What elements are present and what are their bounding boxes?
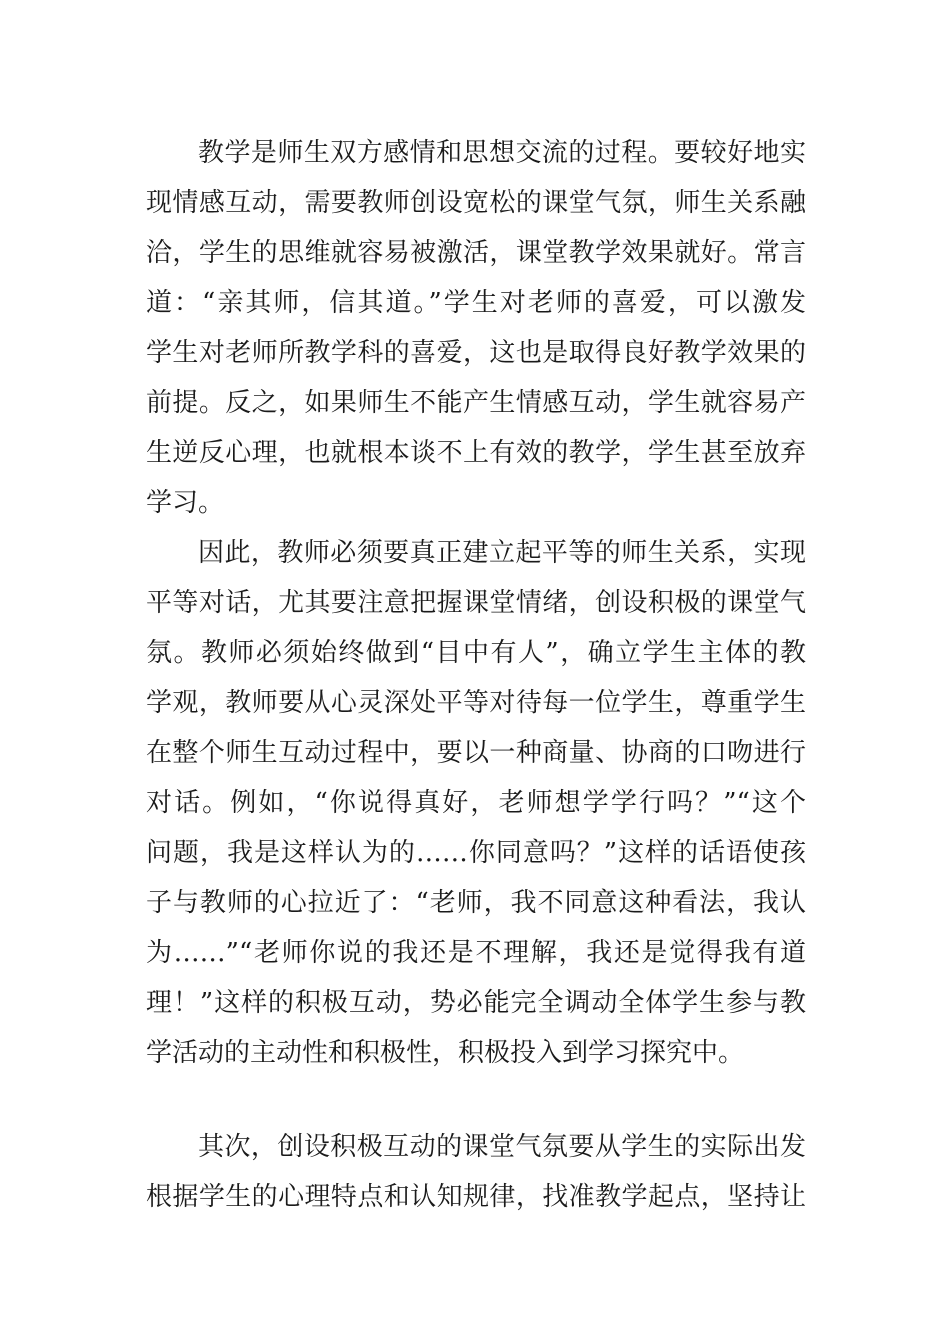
paragraph-1-line-6: 前提。反之，如果师生不能产生情感互动，学生就容易产 (146, 388, 806, 418)
paragraph-2-line-10: 理！”这样的积极互动，势必能完全调动全体学生参与教 (146, 988, 806, 1018)
paragraph-2-line-4: 学观，教师要从心灵深处平等对待每一位学生，尊重学生 (146, 688, 806, 718)
paragraph-2-line-1: 因此，教师必须要真正建立起平等的师生关系，实现 (198, 538, 806, 568)
paragraph-2-line-11: 学活动的主动性和积极性，积极投入到学习探究中。 (146, 1038, 745, 1068)
paragraph-2-line-3: 氛。教师必须始终做到“目中有人”，确立学生主体的教 (146, 638, 806, 668)
paragraph-1-line-8: 学习。 (146, 488, 225, 518)
paragraph-1-line-7: 生逆反心理，也就根本谈不上有效的教学，学生甚至放弃 (146, 438, 806, 468)
paragraph-1-line-2: 现情感互动，需要教师创设宽松的课堂气氛，师生关系融 (146, 188, 806, 218)
paragraph-3-line-2: 根据学生的心理特点和认知规律，找准教学起点，坚持让 (146, 1182, 806, 1212)
paragraph-1-line-3: 洽，学生的思维就容易被激活，课堂教学效果就好。常言 (146, 238, 806, 268)
paragraph-2-line-5: 在整个师生互动过程中，要以一种商量、协商的口吻进行 (146, 738, 806, 768)
paragraph-1-line-1: 教学是师生双方感情和思想交流的过程。要较好地实 (198, 138, 806, 168)
paragraph-1-line-5: 学生对老师所教学科的喜爱，这也是取得良好教学效果的 (146, 338, 806, 368)
paragraph-2-line-8: 子与教师的心拉近了：“老师，我不同意这种看法，我认 (146, 888, 806, 918)
paragraph-3-line-1: 其次，创设积极互动的课堂气氛要从学生的实际出发 (198, 1132, 806, 1162)
paragraph-2-line-7: 问题，我是这样认为的……你同意吗？”这样的话语使孩 (146, 838, 806, 868)
paragraph-2-line-2: 平等对话，尤其要注意把握课堂情绪，创设积极的课堂气 (146, 588, 806, 618)
paragraph-1-line-4: 道：“亲其师，信其道。”学生对老师的喜爱，可以激发 (146, 288, 806, 318)
paragraph-2-line-6: 对话。例如，“你说得真好，老师想学学行吗？”“这个 (146, 788, 806, 818)
paragraph-2-line-9: 为……”“老师你说的我还是不理解，我还是觉得我有道 (146, 938, 806, 968)
